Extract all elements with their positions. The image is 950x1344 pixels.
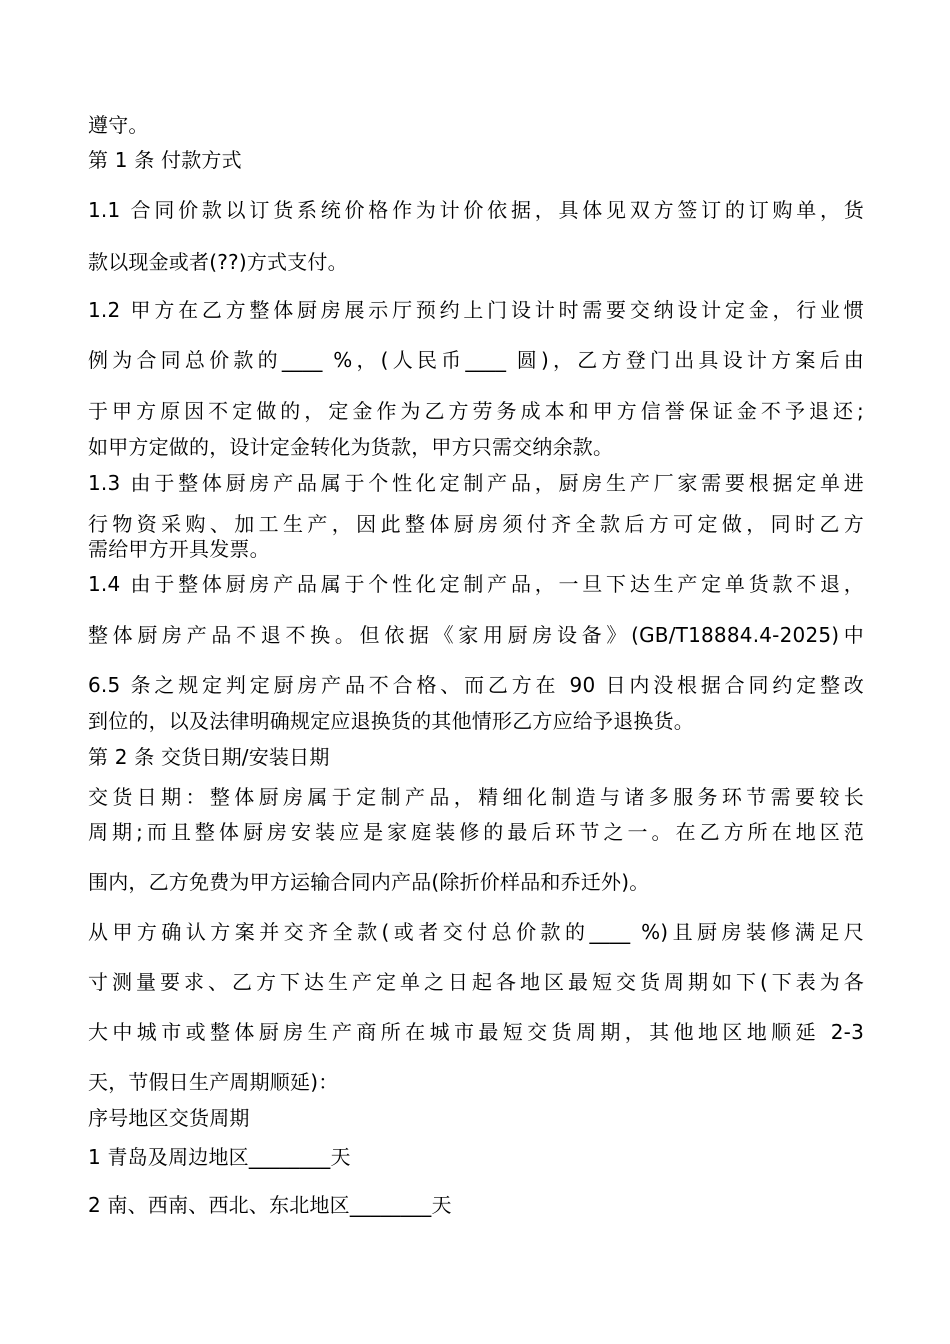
text-line: 1.1 合同价款以订货系统价格作为计价依据，具体见双方签订的订购单，货 [88,198,864,222]
table-header: 序号地区交货周期 [88,1106,250,1130]
text-line: 天，节假日生产周期顺延)： [88,1070,339,1094]
text-line: 1.2 甲方在乙方整体厨房展示厅预约上门设计时需要交纳设计定金，行业惯 [88,298,864,322]
text-line: 需给甲方开具发票。 [88,537,270,561]
text-line: 大中城市或整体厨房生产商所在城市最短交货周期，其他地区地顺延 2-3 [88,1020,864,1044]
text-line: 如甲方定做的，设计定金转化为货款，甲方只需交纳余款。 [88,435,614,459]
text-line: 6.5 条之规定判定厨房产品不合格、而乙方在 90 日内没根据合同约定整改 [88,673,864,697]
text-line: 遵守。 [88,113,149,137]
text-line: 于甲方原因不定做的，定金作为乙方劳务成本和甲方信誉保证金不予退还; [88,399,864,423]
section-heading: 第 2 条 交货日期/安装日期 [88,745,330,769]
text-line: 寸测量要求、乙方下达生产定单之日起各地区最短交货周期如下(下表为各 [88,970,864,994]
text-line: 1.3 由于整体厨房产品属于个性化定制产品，厨房生产厂家需要根据定单进 [88,471,864,495]
text-line: 交货日期：整体厨房属于定制产品，精细化制造与诸多服务环节需要较长 [88,785,864,809]
text-line: 周期;而且整体厨房安装应是家庭装修的最后环节之一。在乙方所在地区范 [88,820,864,844]
text-line: 从甲方确认方案并交齐全款(或者交付总价款的____ %)且厨房装修满足尺 [88,920,864,944]
section-heading: 第 1 条 付款方式 [88,148,242,172]
text-line: 1.4 由于整体厨房产品属于个性化定制产品，一旦下达生产定单货款不退， [88,572,864,596]
table-row: 1 青岛及周边地区________天 [88,1145,351,1169]
text-line: 例为合同总价款的____ %，(人民币____ 圆)，乙方登门出具设计方案后由 [88,348,864,372]
text-line: 整体厨房产品不退不换。但依据《家用厨房设备》(GB/T18884.4-2025)中 [88,623,864,647]
text-line: 到位的，以及法律明确规定应退换货的其他情形乙方应给予退换货。 [88,709,694,733]
text-line: 行物资采购、加工生产，因此整体厨房须付齐全款后方可定做，同时乙方 [88,512,864,536]
text-line: 围内，乙方免费为甲方运输合同内产品(除折价样品和乔迁外)。 [88,870,650,894]
table-row: 2 南、西南、西北、东北地区________天 [88,1193,452,1217]
text-line: 款以现金或者(??)方式支付。 [88,250,348,274]
